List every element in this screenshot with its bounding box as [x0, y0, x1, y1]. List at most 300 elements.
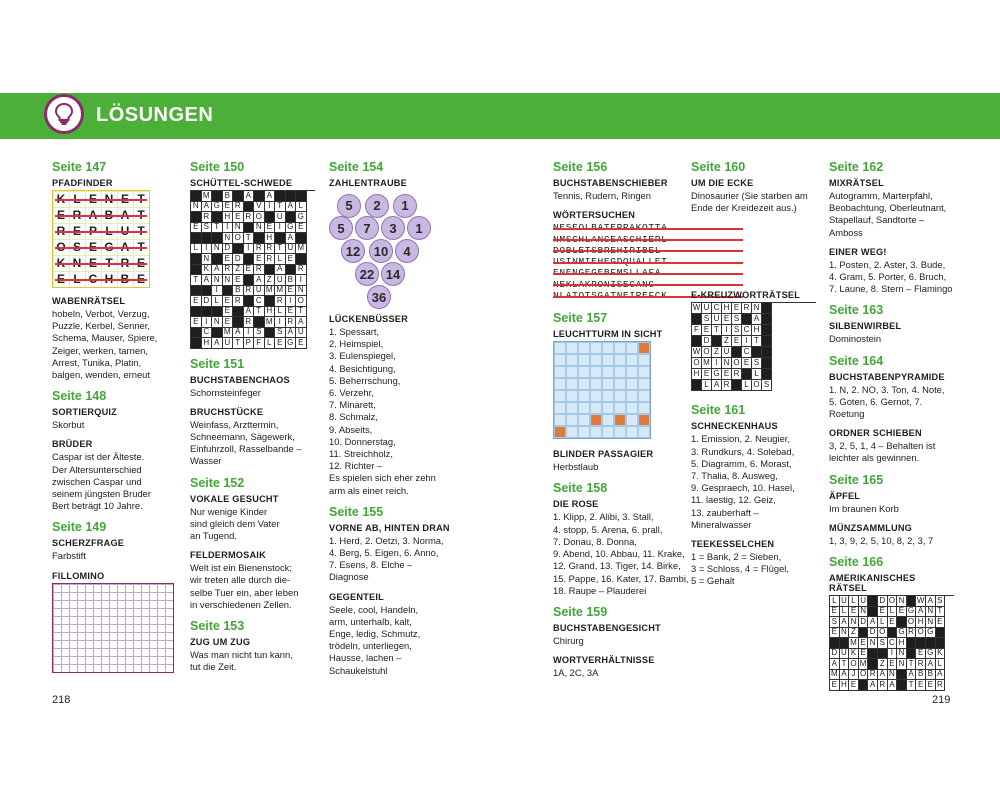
schuettel-cell: L	[275, 254, 286, 265]
sea-cell	[566, 390, 578, 402]
puzzle-title: WABENRÄTSEL	[52, 296, 126, 306]
schuettel-cell: N	[254, 223, 265, 234]
ekreuz-cell: L	[702, 380, 712, 391]
pfadfinder-cell: L	[73, 272, 81, 286]
sea-cell	[626, 378, 638, 390]
lighthouse-cell	[614, 414, 626, 426]
schuettel-cell	[286, 212, 297, 223]
amer-cell	[868, 649, 878, 660]
puzzle-answer: Schornsteinfeger	[190, 386, 261, 398]
ekreuz-cell: U	[702, 303, 712, 314]
puzzle-answer: Skorbut	[52, 419, 85, 431]
amer-cell: E	[849, 607, 859, 618]
schuettel-cell	[244, 296, 255, 307]
pfadfinder-cell: K	[56, 192, 66, 206]
ekreuz-cell	[762, 358, 772, 369]
schuettel-cell: I	[275, 317, 286, 328]
ekreuz-cell	[742, 314, 752, 325]
pfadfinder-cell: E	[88, 256, 97, 270]
ekreuz-cell: E	[732, 303, 742, 314]
puzzle-answer: Dominostein	[829, 333, 882, 345]
schuettel-cell: A	[202, 202, 213, 213]
schuettel-cell: E	[286, 307, 297, 318]
schuettel-cell: E	[191, 296, 202, 307]
traube-bubble: 22	[355, 262, 379, 286]
schuettel-cell: O	[296, 296, 307, 307]
section-heading: Seite 163	[829, 303, 884, 318]
sea-cell	[626, 366, 638, 378]
schuettel-cell: M	[223, 328, 234, 339]
section-heading: Seite 165	[829, 472, 884, 487]
schuettel-cell	[275, 191, 286, 202]
amer-cell: L	[849, 596, 859, 607]
puzzle-answer: hobeln, Verbot, Verzug, Puzzle, Kerbel, Senner, Schema, Mauser, Spiere, Zeiger, werken, tarnen, Arrest, Tunika, Platin, balgen, wenden, erneut	[52, 308, 158, 381]
sea-cell	[638, 366, 650, 378]
ekreuz-cell	[762, 369, 772, 380]
amer-cell: N	[897, 659, 907, 670]
schuettel-cell: A	[296, 317, 307, 328]
pfadfinder-path-line	[55, 215, 147, 217]
schuettel-cell: T	[244, 233, 255, 244]
column-2	[190, 160, 315, 681]
schuettel-cell: L	[212, 296, 223, 307]
schuettel-cell: N	[212, 317, 223, 328]
amer-cell: E	[830, 628, 840, 639]
schuettel-cell: I	[244, 328, 255, 339]
sea-cell	[566, 414, 578, 426]
puzzle-answer: Im braunen Korb	[829, 502, 899, 514]
sea-cell	[602, 414, 614, 426]
amer-cell: M	[859, 658, 867, 668]
pfadfinder-cell: G	[104, 240, 114, 254]
ekreuz-cell: L	[752, 369, 762, 380]
pfadfinder-cell: A	[88, 208, 98, 222]
sea-cell	[602, 342, 614, 354]
sea-cell	[602, 426, 614, 438]
amer-cell: E	[830, 607, 840, 618]
schuettel-cell: G	[296, 212, 307, 223]
fillomino-grid	[52, 583, 174, 673]
column-3	[329, 160, 464, 685]
traube-bubble: 7	[355, 216, 379, 240]
ws-row: DOBLETSBREHIRIBEL	[553, 245, 743, 256]
amer-cell: T	[907, 659, 917, 670]
schuettel-cell	[191, 265, 202, 276]
amer-cell: E	[830, 680, 840, 691]
puzzle-answer: Weinfass, Arzttermin, Schneemann, Sägewerk, Einfuhrzoll, Rasselbande – Wasser	[190, 418, 302, 467]
schuettel-cell: A	[212, 265, 223, 276]
schuettel-cell: N	[233, 223, 244, 234]
sea-cell	[590, 342, 602, 354]
section-heading: Seite 159	[553, 604, 608, 619]
pfadfinder-cell: K	[56, 256, 66, 270]
section-heading: Seite 152	[190, 475, 245, 490]
amer-cell: D	[878, 596, 888, 607]
amer-cell: A	[878, 670, 888, 681]
schuettel-cell: R	[286, 317, 297, 328]
amer-cell: H	[897, 638, 907, 649]
pfadfinder-cell: E	[56, 272, 65, 286]
puzzle-title: WORTVERHÄLTNISSE	[553, 655, 655, 666]
schuettel-cell: Z	[265, 275, 276, 286]
amer-cell: G	[926, 628, 936, 639]
schuettel-cell: R	[296, 265, 307, 276]
ekreuz-cell: E	[702, 325, 712, 336]
page-number-left: 218	[52, 694, 71, 706]
schuettel-cell: E	[296, 338, 307, 349]
schuettel-cell	[191, 254, 202, 265]
puzzle-title: BUCHSTABENPYRAMIDE	[829, 371, 945, 382]
schuettel-cell: R	[202, 212, 213, 223]
puzzle-title: E-KREUZWORTRÄTSEL	[691, 290, 801, 301]
ekreuz-cell: S	[702, 314, 712, 325]
schuettel-cell: I	[212, 286, 223, 297]
puzzle-title: BRÜDER	[52, 439, 93, 450]
section-heading: Seite 148	[52, 389, 107, 404]
schuettel-cell: D	[202, 296, 213, 307]
sea-cell	[566, 426, 578, 438]
ekreuz-cell: I	[712, 358, 722, 369]
schuettel-cell: A	[202, 275, 213, 286]
section-heading: Seite 150	[190, 160, 245, 174]
ws-row: USINMIEHEGDQUALLET	[553, 256, 743, 267]
pfadfinder-cell: R	[56, 224, 66, 238]
ekreuz-cell: I	[722, 325, 732, 336]
ekreuz-cell: I	[742, 336, 752, 347]
puzzle-title: SCHERZFRAGE	[52, 538, 125, 549]
puzzle-title: SCHÜTTEL-SCHWEDE	[190, 178, 293, 188]
amer-cell: M	[830, 669, 838, 679]
amer-cell	[878, 649, 888, 660]
schuettel-cell	[296, 233, 307, 244]
amer-cell: I	[888, 649, 898, 660]
sea-cell	[590, 354, 602, 366]
schuettel-cell: A	[233, 328, 244, 339]
section-heading: Seite 166	[829, 555, 884, 570]
schuettel-cell	[191, 338, 202, 349]
schuettel-cell	[286, 265, 297, 276]
amer-cell: A	[868, 617, 878, 628]
schuettel-cell: U	[296, 328, 307, 339]
schuettel-cell: I	[265, 202, 276, 213]
amer-cell: D	[859, 617, 869, 628]
sea-cell	[614, 366, 626, 378]
amer-cell: U	[840, 596, 850, 607]
puzzle-title: SORTIERQUIZ	[52, 407, 117, 418]
ekreuz-cell: R	[742, 303, 752, 314]
schuettel-cell	[296, 254, 307, 265]
schuettel-cell: D	[223, 244, 234, 255]
puzzle-answer: 1. Herd, 2. Oetzi, 3. Norma, 4. Berg, 5. Eigen, 6. Anno, 7. Esens, 8. Elche – Diagnose	[329, 534, 444, 583]
pfadfinder-cell: R	[120, 256, 130, 270]
schuettel-cell: R	[254, 244, 265, 255]
schuettel-cell: T	[296, 307, 307, 318]
pfadfinder-cell: P	[88, 224, 97, 238]
section-heading: Seite 156	[553, 160, 608, 174]
traube-bubble: 10	[369, 239, 393, 263]
schuettel-cell: E	[233, 275, 244, 286]
sea-cell	[578, 342, 590, 354]
amer-cell: B	[916, 670, 926, 681]
sea-cell	[554, 402, 566, 414]
schuettel-cell	[212, 233, 223, 244]
schuettel-cell: R	[244, 286, 255, 297]
ekreuz-cell	[732, 380, 742, 391]
schuettel-cell: N	[223, 275, 234, 286]
schuettel-cell: T	[233, 338, 244, 349]
amer-cell: T	[936, 607, 946, 618]
schuettel-cell: T	[275, 244, 286, 255]
pfadfinder-row	[53, 191, 149, 207]
pfadfinder-path-line	[55, 199, 147, 201]
puzzle-answer: 1. Klipp, 2. Alibi, 3. Stall, 4. stopp, 5. Arena, 6. prall, 7. Donau, 8. Donna, 9. Abend, 10. Abbau, 11. Krake, 12. Grand, 13. Tiger, 14. Birke, 15. Pappe, 16. Kater, 17. Bambi, 18. Raupe – Plauderei	[553, 511, 689, 596]
puzzle-title: GEGENTEIL	[329, 591, 384, 602]
schuettel-cell: B	[233, 286, 244, 297]
pfadfinder-row	[53, 255, 149, 271]
sea-cell	[626, 390, 638, 402]
schuettel-cell: R	[265, 254, 276, 265]
pfadfinder-cell: E	[88, 192, 97, 206]
schuettel-cell: I	[202, 244, 213, 255]
schuettel-cell	[275, 233, 286, 244]
sea-cell	[554, 414, 566, 426]
schuettel-cell: M	[275, 286, 286, 297]
schuettel-cell: V	[254, 202, 265, 213]
puzzle-answer: 1, 3, 9, 2, 5, 10, 8, 2, 3, 7	[829, 534, 934, 546]
schuettel-cell	[233, 244, 244, 255]
pfadfinder-cell: T	[137, 192, 145, 206]
sea-cell	[590, 390, 602, 402]
amer-cell: O	[878, 628, 888, 639]
ws-row: ENENGEGEBFMSLLAFA	[553, 267, 743, 278]
schuettel-cell: H	[223, 212, 234, 223]
schuettel-cell: A	[286, 233, 297, 244]
puzzle-title: ZUG UM ZUG	[190, 636, 251, 647]
amer-cell: L	[878, 617, 888, 628]
schuettel-cell: N	[296, 286, 307, 297]
schuettel-cell	[254, 317, 265, 328]
amer-cell: E	[888, 659, 898, 670]
sea-cell	[602, 354, 614, 366]
ekreuz-cell: O	[702, 347, 712, 358]
schuettel-cell: E	[275, 338, 286, 349]
schuettel-grid	[190, 190, 315, 349]
schuettel-cell: E	[244, 265, 255, 276]
puzzle-title: SCHNECKENHAUS	[691, 421, 778, 432]
sea-cell	[554, 342, 566, 354]
amer-cell: N	[926, 607, 936, 618]
ekreuz-cell: O	[752, 380, 762, 391]
amer-cell: K	[936, 649, 946, 660]
sea-cell	[638, 390, 650, 402]
schuettel-cell: E	[191, 317, 202, 328]
amer-cell: L	[830, 596, 840, 607]
schuettel-cell: E	[223, 307, 234, 318]
amer-cell: A	[888, 680, 898, 691]
schuettel-cell	[265, 212, 276, 223]
schuettel-cell: R	[244, 317, 255, 328]
schuettel-cell: B	[286, 275, 297, 286]
schuettel-cell: I	[223, 223, 234, 234]
amer-cell: S	[878, 638, 888, 649]
amer-cell: G	[897, 628, 907, 639]
schuettel-cell: A	[254, 275, 265, 286]
sea-cell	[602, 378, 614, 390]
amer-cell: E	[936, 617, 946, 628]
ekreuz-cell: H	[722, 303, 732, 314]
schuettel-cell: L	[265, 338, 276, 349]
ekreuz-cell: O	[692, 358, 702, 369]
sea-cell	[626, 426, 638, 438]
amer-cell: N	[897, 649, 907, 660]
puzzle-answer: 3, 2, 5, 1, 4 – Behalten ist leichter als gewinnen.	[829, 440, 936, 464]
ekreuz-cell: C	[712, 303, 722, 314]
schuettel-cell	[191, 212, 202, 223]
schuettel-cell: R	[233, 296, 244, 307]
amer-cell: R	[868, 670, 878, 681]
schuettel-cell: E	[254, 254, 265, 265]
schuettel-cell: I	[244, 244, 255, 255]
sea-cell	[554, 366, 566, 378]
schuettel-cell: T	[275, 202, 286, 213]
ekreuz-cell: S	[752, 358, 762, 369]
pfadfinder-cell: E	[72, 224, 81, 238]
schuettel-cell	[254, 191, 265, 202]
schuettel-cell: H	[265, 307, 276, 318]
ekreuz-cell: U	[722, 347, 732, 358]
amer-cell	[907, 596, 917, 607]
page-title: LÖSUNGEN	[96, 104, 214, 126]
pfadfinder-cell: H	[104, 272, 114, 286]
puzzle-answer: Welt ist ein Bienenstock; wir treten alle durch die- selbe Tuer ein, aber leben in verschiedenen Zellen.	[190, 562, 299, 610]
schuettel-cell: A	[286, 328, 297, 339]
ws-row: NEKLAKRONISEGANG	[553, 279, 743, 290]
ekreuz-cell: W	[692, 347, 701, 357]
schuettel-cell: I	[296, 275, 307, 286]
schuettel-cell	[233, 307, 244, 318]
schuettel-cell: M	[296, 244, 307, 255]
pfadfinder-cell: N	[72, 256, 82, 270]
ekreuz-cell	[762, 325, 772, 336]
ekreuz-cell	[752, 347, 762, 358]
leuchtturm-grid	[553, 341, 651, 439]
amer-cell: E	[878, 607, 888, 618]
traube-bubble: 3	[381, 216, 405, 240]
schuettel-cell: I	[275, 223, 286, 234]
schuettel-cell: F	[254, 338, 265, 349]
amer-cell: A	[840, 670, 850, 681]
schuettel-cell: C	[202, 328, 213, 339]
puzzle-answer: 1A, 2C, 3A	[553, 667, 599, 679]
ekreuz-cell: N	[722, 358, 732, 369]
ekreuz-cell	[762, 314, 772, 325]
amer-cell: B	[926, 670, 936, 681]
schuettel-cell: C	[254, 296, 265, 307]
schuettel-cell	[223, 286, 234, 297]
schuettel-cell: U	[275, 212, 286, 223]
ekreuz-cell: F	[692, 325, 702, 336]
schuettel-cell	[202, 286, 213, 297]
schuettel-cell: G	[286, 223, 297, 234]
column-5	[691, 160, 816, 596]
schuettel-cell: U	[223, 338, 234, 349]
amer-cell: E	[916, 680, 926, 691]
schuettel-cell: A	[286, 202, 297, 213]
amer-cell: C	[888, 638, 898, 649]
puzzle-title: LEUCHTTURM IN SICHT	[553, 329, 663, 340]
amer-cell	[897, 680, 907, 691]
pfadfinder-cell: O	[56, 240, 66, 254]
puzzle-answer: 1 = Bank, 2 = Sieben, 3 = Schloss, 4 = Flügel, 5 = Gehalt	[691, 551, 789, 587]
amer-cell	[868, 596, 878, 607]
ekreuz-cell: H	[752, 325, 762, 336]
puzzle-answer: 1. Posten, 2. Aster, 3. Bude, 4. Gram, 5. Porter, 6. Bruch, 7. Laune, 8. Stern – Flamingo	[829, 258, 953, 295]
puzzle-title: WÖRTERSUCHEN	[553, 210, 636, 221]
sea-cell	[626, 342, 638, 354]
schuettel-cell	[202, 233, 213, 244]
amer-cell	[840, 638, 850, 649]
puzzle-answer: 1. Emission, 2. Neugier, 3. Rundkurs, 4. Solebad, 5. Diagramm, 6. Morast, 7. Thalia, 8. Ausweg, 9. Gespraech, 10. Hasel, 11. laestig, 12. Geiz, 13. zauberhaft – Mineralwasser	[691, 433, 795, 530]
ekreuz-cell: O	[732, 358, 742, 369]
lighthouse-cell	[554, 426, 566, 438]
puzzle-answer: Tennis, Rudern, Ringen	[553, 190, 651, 201]
schuettel-cell: E	[191, 223, 202, 234]
lighthouse-cell	[638, 342, 650, 354]
pfadfinder-cell: T	[137, 224, 145, 238]
pfadfinder-row	[53, 207, 149, 223]
amer-cell: L	[936, 659, 946, 670]
schuettel-cell: A	[212, 338, 223, 349]
amer-cell: E	[916, 649, 926, 660]
schuettel-cell: S	[254, 328, 265, 339]
amer-cell: Z	[878, 659, 888, 670]
amer-cell: L	[888, 607, 898, 618]
ekreuz-cell: C	[742, 325, 752, 336]
amer-cell: O	[849, 659, 859, 670]
ekreuz-cell: R	[722, 380, 732, 391]
puzzle-title: BLINDER PASSAGIER	[553, 449, 654, 460]
amer-cell: U	[840, 649, 850, 660]
ekreuz-cell	[732, 347, 742, 358]
schuettel-cell: Z	[233, 265, 244, 276]
schuettel-cell: A	[275, 265, 286, 276]
sea-cell	[614, 342, 626, 354]
sea-cell	[554, 378, 566, 390]
pfadfinder-cell: E	[120, 192, 129, 206]
puzzle-answer: Herbstlaub	[553, 461, 599, 473]
schuettel-cell: N	[212, 244, 223, 255]
pfadfinder-cell: E	[136, 256, 145, 270]
sea-cell	[590, 378, 602, 390]
amer-cell: G	[907, 607, 917, 618]
puzzle-title: BUCHSTABENGESICHT	[553, 622, 661, 633]
puzzle-answer: 1. N, 2. NO, 3. Ton, 4. Note, 5. Goten, 6. Gernot, 7. Roetung	[829, 383, 945, 420]
sea-cell	[590, 426, 602, 438]
schuettel-cell	[286, 191, 297, 202]
schuettel-cell: U	[286, 244, 297, 255]
puzzle-answer: Dinosaurier (Sie starben am Ende der Kreidezeit aus.)	[691, 190, 808, 214]
ekreuz-cell: A	[712, 380, 722, 391]
puzzle-title: BRUCHSTÜCKE	[190, 406, 264, 417]
ws-row: NMSCHLANGEASCHIERL	[553, 234, 743, 245]
amer-cell	[926, 638, 936, 649]
schuettel-cell: U	[275, 275, 286, 286]
ekreuz-cell: Z	[722, 336, 732, 347]
ekreuz-cell: E	[702, 369, 712, 380]
sea-cell	[638, 402, 650, 414]
amer-cell	[868, 659, 878, 670]
pfadfinder-cell: T	[105, 256, 113, 270]
